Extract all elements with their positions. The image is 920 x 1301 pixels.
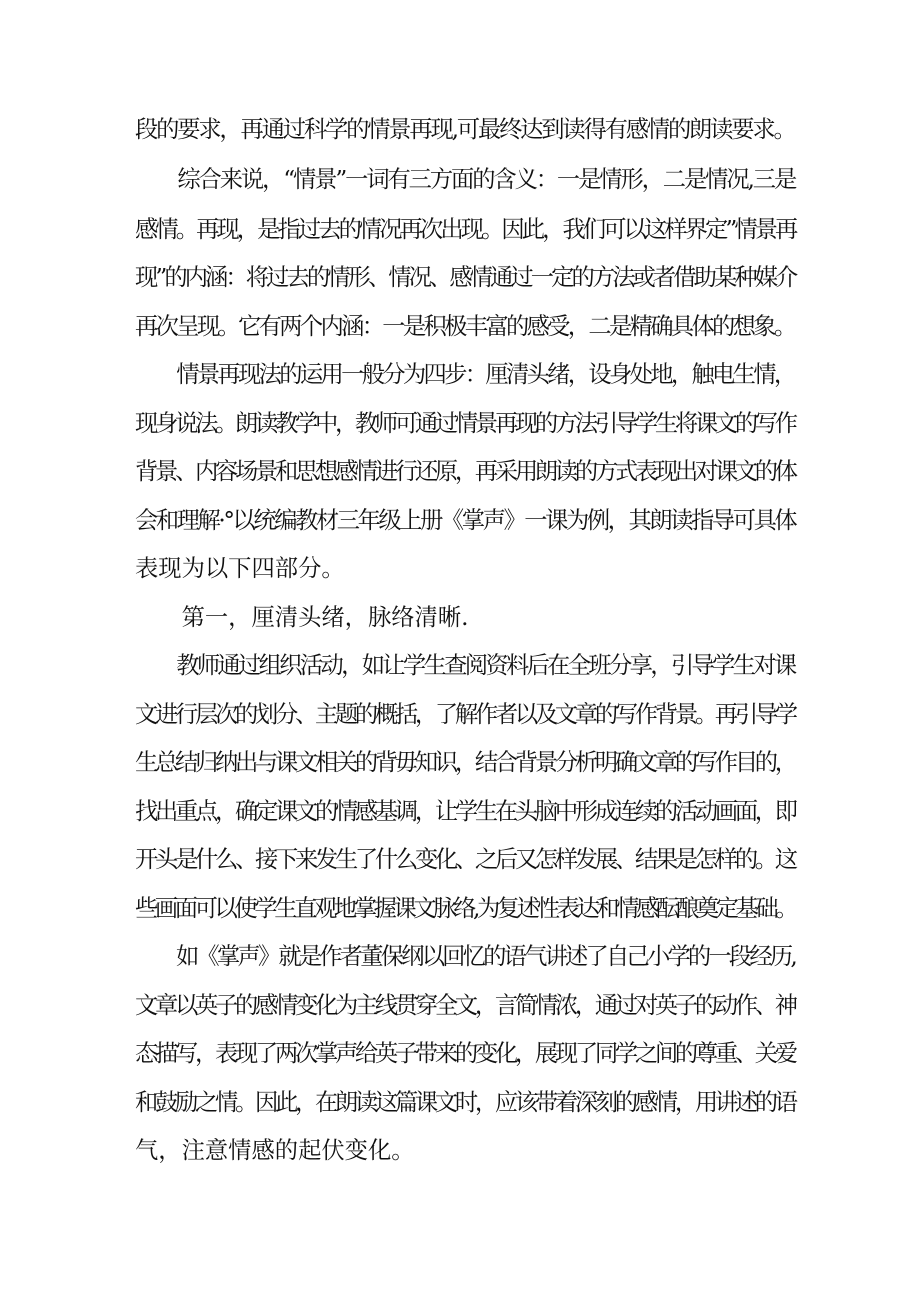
text-line: 些画面可以使学生直观地掌握课文脉络,为复述性表达和情感酝酿奠定基础。 <box>135 895 796 922</box>
text-line: 综合来说，“情景”一词有三方面的含义：一是情形，二是情况,三是 <box>135 166 796 193</box>
text-line: 背景、内容场景和思想感情进行还原，再采用朗读的方式表现出对课文的体 <box>135 458 795 485</box>
text-line: 现”的内涵：将过去的情形、情况、感情通过一定的方法或者借助某种媒介 <box>135 264 796 291</box>
text-line: 态描写，表现了两次掌声给英子带来的变化，展现了同学之间的尊重、关爱 <box>135 1040 795 1067</box>
text-line: 和鼓励之情。因此，在朗读这篇课文时，应该带着深刻的感情，用讲述的语 <box>135 1089 795 1116</box>
text-line: 如《掌声》就是作者董保纲以回忆的语气讲述了自己小学的一段经历, <box>135 943 795 970</box>
text-line: 感情。再现，是指过去的情况再次出现。因此，我们可以这样界定”情景再 <box>135 216 796 243</box>
text-line: 生总结归纳出与课文相关的背毋知识，结合背景分析明确文章的写作目的， <box>135 749 795 776</box>
text-line: 情景再现法的运用一般分为四步：厘清头绪，设身处地，触电生情， <box>135 361 795 388</box>
text-line: 段的要求，再通过科学的情景再现,可最终达到读得有感情的朗读要求。 <box>135 116 795 143</box>
text-line: 找出重点，确定课文的情感基调，让学生在头脑中形成连续的活动画面，即 <box>135 798 795 825</box>
text-line: 气，注意情感的起伏变化。 <box>135 1137 415 1164</box>
text-line: 现身说法。朗读教学中，教师可通过情景再现的方法引导学生将课文的写作 <box>135 410 795 437</box>
text-line: 文进行层次的划分、主题的概括，了解作者以及文章的写作背景。再引导学 <box>135 701 795 728</box>
text-line: 表现为以下四部分。 <box>135 555 345 582</box>
text-line: 会和理解·°以统编教材三年级上册《掌声》一课为例，其朗读指导可具体 <box>135 507 796 534</box>
section-heading: 第一，厘清头绪，脉络清晰. <box>135 604 469 631</box>
text-line: 再次呈现。它有两个内涵：一是积极丰富的感受，二是精确具体的想象。 <box>135 313 795 340</box>
text-line: 教师通过组织活动，如让学生查阅资料后在全班分享，引导学生对课 <box>135 652 795 679</box>
text-line: 文章以英子的感情变化为主线贯穿全文，言简情浓，通过对英子的动作、神 <box>135 992 795 1019</box>
text-line: 开头是什么、接下来发生了什么变化、之后又怎样发展、结果是怎样的。这 <box>135 846 795 873</box>
